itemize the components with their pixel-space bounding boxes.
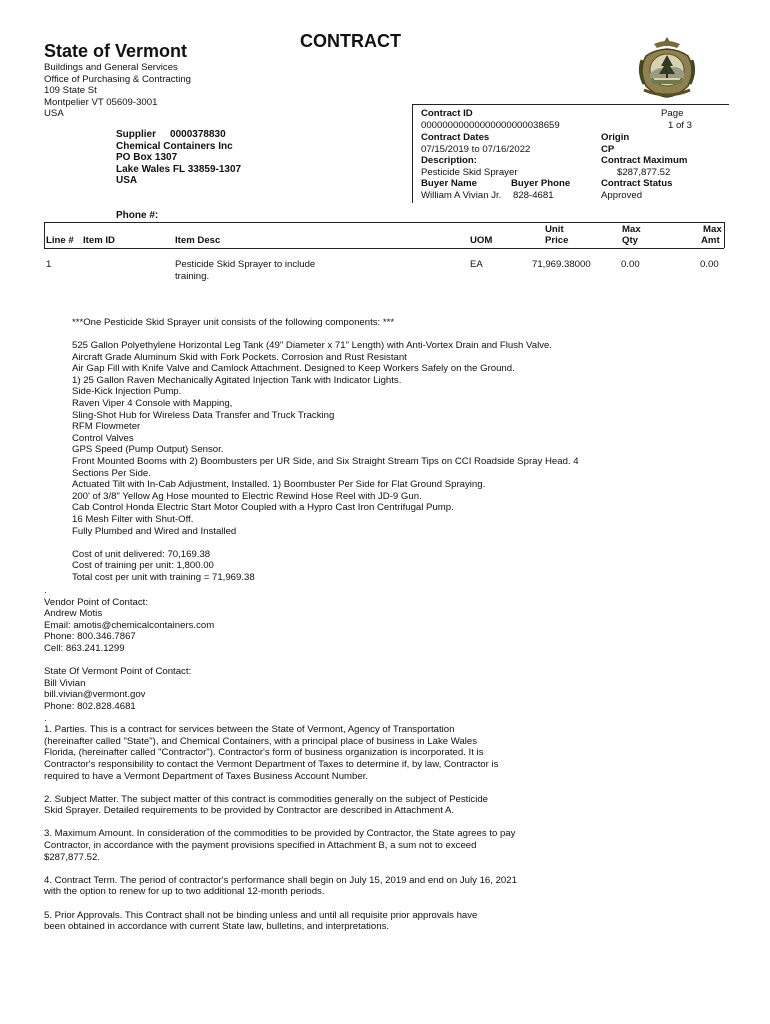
clause-line: 5. Prior Approvals. This Contract shall not be binding unless and until all requisite prior approvals have bbox=[44, 909, 478, 921]
separator-dot: . bbox=[44, 712, 47, 724]
origin-label: Origin bbox=[601, 132, 630, 143]
components-list bbox=[72, 340, 579, 583]
state-contact-label: State Of Vermont Point of Contact: bbox=[44, 666, 192, 678]
contract-status-value: Approved bbox=[601, 190, 643, 201]
header-item-id: Item ID bbox=[83, 235, 115, 246]
address-line: Buildings and General Services bbox=[44, 62, 178, 73]
table-right-rule bbox=[724, 222, 725, 248]
clause-line: Contractor, in accordance with the payment provisions specified in Attachment B, a sum not to exceed bbox=[44, 840, 477, 852]
component-item: GPS Speed (Pump Output) Sensor. bbox=[72, 444, 224, 456]
buyer-phone-value: 828-4681 bbox=[513, 190, 554, 201]
component-item: Raven Viper 4 Console with Mapping, bbox=[72, 397, 233, 409]
supplier-id: 0000378830 bbox=[170, 129, 226, 140]
clause-line: 4. Contract Term. The period of contractor's performance shall begin on July 15, 2019 and end on July 16, 2021 bbox=[44, 874, 517, 886]
description-value: Pesticide Skid Sprayer bbox=[421, 167, 518, 178]
clause-line: 2. Subject Matter. The subject matter of this contract is commodities generally on the subject of Pesticide bbox=[44, 793, 489, 805]
header-max-qty-line2: Qty bbox=[622, 235, 638, 246]
components-intro: ***One Pesticide Skid Sprayer unit consists of the following components: *** bbox=[72, 317, 395, 328]
supplier-label: Supplier bbox=[116, 129, 157, 140]
separator-dot: . bbox=[44, 585, 47, 596]
clause-line: Contractor's responsibility to contact the Vermont Department of Taxes to determine if, by law, Contractor is bbox=[44, 758, 499, 770]
document-title: CONTRACT bbox=[300, 31, 401, 51]
component-item: Air Gap Fill with Knife Valve and Camlock Attachment. Designed to Keep Workers Safely on the Ground. bbox=[72, 363, 515, 375]
description-label: Description: bbox=[421, 155, 477, 166]
table-top-rule bbox=[44, 222, 724, 223]
contract-dates-value: 07/15/2019 to 07/16/2022 bbox=[421, 144, 531, 155]
component-item: 525 Gallon Polyethylene Horizontal Leg Tank (49" Diameter x 71" Length) with Anti-Vortex Drain and Flush Valve. bbox=[72, 340, 553, 351]
clause-line: been obtained in accordance with current State law, bulletins, and interpretations. bbox=[44, 921, 390, 933]
origin-value: CP bbox=[601, 144, 615, 155]
contacts-and-clauses bbox=[44, 585, 517, 933]
header-uom: UOM bbox=[470, 235, 493, 246]
component-item: Actuated Tilt with In-Cab Adjustment, Installed. 1) Boombuster Per Side for Flat Ground Spraying. bbox=[72, 479, 486, 491]
row-item-desc-line2: training. bbox=[175, 271, 210, 282]
component-item: RFM Flowmeter bbox=[72, 421, 141, 433]
spacer bbox=[44, 898, 517, 910]
row-item-desc-line1: Pesticide Skid Sprayer to include bbox=[175, 259, 316, 270]
clause-line: Florida, (hereinafter called "Contractor"). Contractor's form of business organization is incorporated. It is bbox=[44, 747, 484, 759]
clause-line: $287,877.52. bbox=[44, 851, 101, 863]
buyer-name-value: William A Vivian Jr. bbox=[421, 190, 502, 201]
component-item: 16 Mesh Filter with Shut-Off. bbox=[72, 513, 194, 525]
header-line-number: Line # bbox=[46, 235, 74, 246]
supplier-phone-label: Phone #: bbox=[116, 210, 159, 221]
address-line: Montpelier VT 05609-3001 bbox=[44, 96, 158, 108]
vendor-contact-cell: Cell: 863.241.1299 bbox=[44, 642, 125, 654]
state-contact-phone: Phone: 802.828.4681 bbox=[44, 700, 136, 712]
state-contact-name: Bill Vivian bbox=[44, 677, 86, 689]
clause-line: 1. Parties. This is a contract for services between the State of Vermont, Agency of Transportation bbox=[44, 724, 455, 736]
spacer bbox=[44, 817, 517, 829]
page-value: 1 of 3 bbox=[668, 120, 693, 131]
supplier-name: Chemical Containers Inc bbox=[116, 140, 233, 152]
address-line: 109 State St bbox=[44, 85, 97, 97]
component-item: 1) 25 Gallon Raven Mechanically Agitated Injection Tank with Indicator Lights. bbox=[72, 374, 402, 386]
header-unit-price-line1: Unit bbox=[545, 224, 564, 235]
header-max-amt-line2: Amt bbox=[701, 235, 720, 246]
agency-address bbox=[44, 62, 191, 120]
cost-line: Cost of training per unit: 1,800.00 bbox=[72, 560, 214, 572]
page-label: Page bbox=[661, 108, 684, 119]
component-item: 200' of 3/8" Yellow Ag Hose mounted to Electric Rewind Hose Reel with JD-9 Gun. bbox=[72, 490, 422, 502]
table-left-rule bbox=[44, 222, 45, 248]
state-title: State of Vermont bbox=[44, 41, 188, 61]
component-item: Sling-Shot Hub for Wireless Data Transfer and Truck Tracking bbox=[72, 409, 335, 421]
header-unit-price-line2: Price bbox=[545, 235, 569, 246]
spacer bbox=[72, 537, 579, 549]
supplier-block bbox=[116, 129, 241, 187]
buyer-phone-label: Buyer Phone bbox=[511, 178, 571, 189]
vermont-seal-logo bbox=[634, 34, 700, 100]
address-line: USA bbox=[44, 108, 64, 120]
component-item: Side-Kick Injection Pump. bbox=[72, 386, 182, 398]
supplier-po-box: PO Box 1307 bbox=[116, 152, 178, 164]
component-item: Cab Control Honda Electric Start Motor Coupled with a Hypro Cast Iron Centrifugal Pump. bbox=[72, 502, 454, 514]
row-max-amt: 0.00 bbox=[700, 259, 719, 270]
seal-crest bbox=[654, 37, 680, 48]
supplier-city: Lake Wales FL 33859-1307 bbox=[116, 163, 242, 175]
component-item: Fully Plumbed and Wired and Installed bbox=[72, 525, 237, 537]
contract-maximum-label: Contract Maximum bbox=[601, 155, 688, 166]
state-contact-email: bill.vivian@vermont.gov bbox=[44, 689, 146, 701]
spacer bbox=[44, 863, 517, 875]
contract-maximum-value: $287,877.52 bbox=[617, 167, 671, 178]
contract-dates-label: Contract Dates bbox=[421, 132, 490, 143]
contract-id-value: 00000000000000000000038659 bbox=[421, 120, 560, 131]
table-header-rule bbox=[44, 248, 724, 249]
clause-line: with the option to renew for up to two additional 12-month periods. bbox=[44, 886, 325, 898]
component-item: Control Valves bbox=[72, 432, 134, 444]
row-uom: EA bbox=[470, 259, 483, 270]
contract-status-label: Contract Status bbox=[601, 178, 673, 189]
supplier-country: USA bbox=[116, 175, 138, 187]
header-max-amt-line1: Max bbox=[703, 224, 722, 235]
clause-line: Skid Sprayer. Detailed requirements to be provided by Contractor are described in Attachment A. bbox=[44, 805, 455, 817]
spacer bbox=[44, 782, 517, 794]
cost-line: Cost of unit delivered: 70,169.38 bbox=[72, 548, 211, 560]
spacer bbox=[44, 655, 517, 667]
vendor-contact-email: Email: amotis@chemicalcontainers.com bbox=[44, 619, 215, 631]
vendor-contact-label: Vendor Point of Contact: bbox=[44, 596, 148, 608]
clause-line: 3. Maximum Amount. In consideration of the commodities to be provided by Contractor, the State agrees to pay bbox=[44, 828, 516, 840]
cost-line: Total cost per unit with training = 71,969.38 bbox=[72, 571, 255, 583]
clause-line: (hereinafter called "State"), and Chemical Containers, with a principal place of business in Lake Wales bbox=[44, 735, 478, 747]
row-line-number: 1 bbox=[46, 259, 52, 270]
component-item: Aircraft Grade Aluminum Skid with Fork Pockets. Corrosion and Rust Resistant bbox=[72, 351, 407, 363]
component-item: Sections Per Side. bbox=[72, 467, 151, 479]
row-max-qty: 0.00 bbox=[621, 259, 640, 270]
buyer-name-label: Buyer Name bbox=[421, 178, 477, 189]
contract-id-label: Contract ID bbox=[421, 108, 473, 119]
header-item-desc: Item Desc bbox=[175, 235, 221, 246]
vendor-contact-name: Andrew Motis bbox=[44, 608, 103, 620]
header-max-qty-line1: Max bbox=[622, 224, 641, 235]
clause-line: required to have a Vermont Department of Taxes Business Account Number. bbox=[44, 770, 369, 782]
row-unit-price: 71,969.38000 bbox=[532, 259, 591, 270]
address-line: Office of Purchasing & Contracting bbox=[44, 73, 192, 85]
contract-info-box bbox=[412, 104, 729, 203]
vendor-contact-phone: Phone: 800.346.7867 bbox=[44, 631, 136, 643]
component-item: Front Mounted Booms with 2) Boombusters per UR Side, and Six Straight Stream Tips on CCI Roadside Spray Head. 4 bbox=[72, 455, 579, 467]
